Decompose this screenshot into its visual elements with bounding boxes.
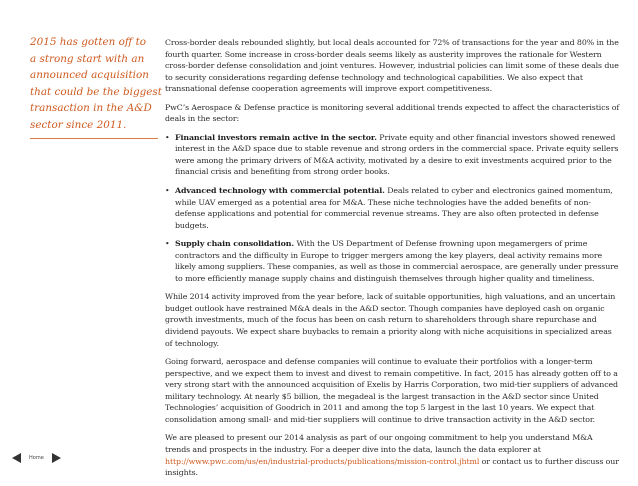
pull-quote — [30, 34, 162, 139]
pull-quote-line: a strong start with an — [30, 52, 145, 65]
footer-navigation — [12, 452, 61, 464]
paragraph-closing — [165, 432, 620, 478]
trend-heading: Financial investors remain active in the sector. — [175, 132, 377, 142]
bullet-icon: • — [165, 186, 170, 196]
pull-quote-line: that could be the biggest — [30, 85, 162, 98]
paragraph-activity-2014: While 2014 activity improved from the year before, lack of suitable opportunities, high valuations, and an uncertain budget outlook have restrained M&A deals in the A&D sector. Though companies have deployed cash on organic growth investments, much of the focus has been on cash return to shareholders through share repurchase and dividend payouts. We expect share buybacks to remain a priority along with niche acquisitions in specialized areas of technology. — [165, 292, 616, 348]
paragraph-cross-border: Cross-border deals rebounded slightly, but local deals accounted for 72% of transactions for the year and 80% in the fourth quarter. Some increase in cross-border deals seems likely as austerity improves the rationale for Western cross-border defense consolidation and joint ventures. However, industrial policies can limit some of these deals due to security considerations regarding defense technology and technological capabilities. We also expect that transnational defense cooperation agreements will improve export competitiveness. — [165, 38, 619, 94]
pull-quote-line: 2015 has gotten off to — [30, 36, 147, 48]
data-explorer-link[interactable]: http://www.pwc.com/us/en/industrial-products/publications/mission-control.jhtml — [165, 456, 480, 466]
trend-list — [165, 132, 620, 285]
previous-page-icon[interactable] — [12, 453, 21, 463]
pull-quote-line: transaction in the A&D — [30, 102, 152, 115]
trend-heading: Advanced technology with commercial potential. — [175, 186, 385, 196]
home-link[interactable]: Home — [29, 455, 44, 461]
trend-heading: Supply chain consolidation. — [175, 239, 295, 249]
trend-text: Deals related to cyber and electronics gained momentum, while UAV emerged as a potential area for M&A. These niche technologies have the added benefits of non-defense applications and potential for commercial revenue streams. They are also often protected in defense budgets. — [175, 186, 613, 230]
trend-item — [165, 238, 620, 284]
paragraph-going-forward: Going forward, aerospace and defense companies will continue to evaluate their portfolios with a longer-term perspective, and we expect them to invest and divest to remain competitive. In fact, 2015 has already gotten off to a very strong start with the announced acquisition of Exelis by Harris Corporation, two mid-tier suppliers of advanced military technology. At nearly $5 billion, the megadeal is the largest transaction in the A&D sector since United Technologies’ acquisition of Goodrich in 2011 and among the top 5 largest in the last 10 years. We expect that consolidation among small- and mid-tier suppliers will continue to drive transaction activity in the A&D sector. — [165, 357, 618, 424]
trend-text: Private equity and other financial investors showed renewed interest in the A&D space due to stable revenue and strong orders in the commercial space. Private equity sellers were among the primary drivers of M&A activity, motivated by a desire to exit investments acquired prior to the financial crisis and benefiting from strong order books. — [175, 132, 619, 177]
closing-text-end: or contact us to further discuss our insights. — [165, 456, 619, 478]
bullet-icon: • — [165, 239, 170, 249]
trend-item — [165, 185, 620, 231]
pull-quote-line: sector since 2011. — [30, 118, 127, 131]
paragraph-trends-intro: PwC’s Aerospace & Defense practice is monitoring several additional trends expected to affect the characteristics of deals in the sector: — [165, 102, 620, 124]
trend-item — [165, 132, 620, 178]
next-page-icon[interactable] — [52, 453, 61, 463]
trend-text: With the US Department of Defense frowning upon megamergers of prime contractors and the difficulty in Europe to trigger mergers among the key players, deal activity remains more likely among suppliers. These companies, as well as those in commercial aerospace, are generally under pressure to more efficiently manage supply chains and distinguish themselves through higher quality and timeliness. — [175, 239, 619, 283]
closing-text: We are pleased to present our 2014 analysis as part of our ongoing commitment to help you understand M&A trends and prospects in the industry. For a deeper dive into the data, launch the data explorer at — [165, 433, 593, 454]
body-text — [165, 37, 620, 486]
bullet-icon: • — [165, 132, 170, 142]
pull-quote-line: announced acquisition — [30, 69, 149, 82]
